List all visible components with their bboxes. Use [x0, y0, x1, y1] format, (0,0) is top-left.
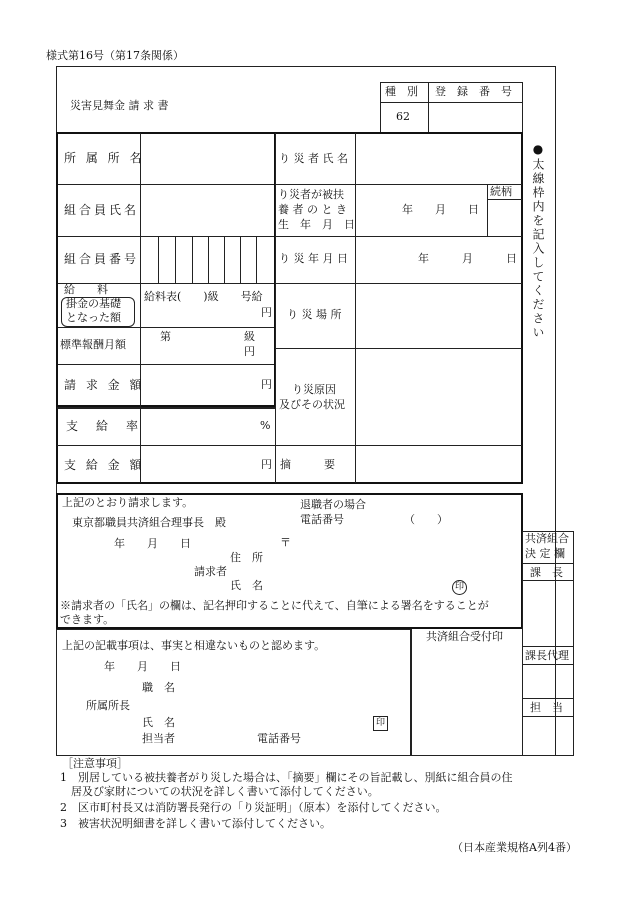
- confirm-statement: 上記の記載事項は、事実と相違ないものと認めます。: [62, 639, 326, 652]
- seal-mark: 印: [452, 580, 467, 595]
- claim-date: 年 月 日: [114, 537, 191, 550]
- cause-label-1: り災原因: [292, 383, 336, 396]
- note-item: 1 別居している被扶養者がり災した場合は、「摘要」欄にその旨記載し、別紙に組合員の住: [60, 771, 513, 784]
- decision-column: [522, 531, 574, 756]
- dob-value: 年 月 日: [402, 203, 479, 216]
- dependent-label-1: り災者が被扶: [278, 188, 344, 201]
- note-item: 3 被害状況明細書を詳しく書いて添付してください。: [60, 817, 331, 830]
- disaster-date-label: り 災 年 月 日: [279, 252, 348, 265]
- std-grade-kyu: 級: [244, 330, 255, 343]
- office-head-label: 所属所長: [86, 699, 130, 712]
- staff-label: 担 当: [530, 701, 563, 714]
- std-yen: 円: [244, 345, 255, 358]
- victim-name-label: り 災 者 氏 名: [279, 152, 348, 165]
- confirm-date: 年 月 日: [104, 660, 181, 673]
- postal-mark: 〒: [280, 536, 291, 549]
- signature-note: ※請求者の「氏名」の欄は、記名押印することに代えて、自筆による署名をすることが: [60, 599, 489, 612]
- person-in-charge-label: 担当者: [142, 732, 175, 745]
- deputy-label: 課長代理: [525, 649, 569, 662]
- claim-amount-label: 請 求 金 額: [64, 378, 145, 392]
- pay-rate-label: 支 給 率: [66, 419, 142, 433]
- salary-yen: 円: [261, 306, 272, 319]
- side-instruction: ●太線枠内を記入してください: [531, 142, 545, 340]
- name-label: 氏 名: [230, 579, 263, 592]
- head-name-label: 氏 名: [142, 716, 175, 729]
- pay-amount-label: 支 給 金 額: [64, 458, 145, 472]
- std-monthly-label: 標準報酬月額: [60, 338, 126, 351]
- pay-rate-unit: %: [260, 419, 271, 432]
- form-id: 様式第16号（第17条関係）: [46, 49, 184, 62]
- salary-basis-label-2: となった額: [66, 311, 121, 324]
- salary-table-value: 給料表( )級 号給: [144, 290, 263, 303]
- claimant-label: 請求者: [194, 565, 227, 578]
- disaster-date-value: 年 月 日: [418, 252, 517, 265]
- form-title: 災害見舞金 請 求 書: [70, 99, 169, 112]
- std-grade-dai: 第: [160, 330, 171, 343]
- type-label: 種 別: [385, 85, 418, 98]
- chief-label: 課 長: [530, 566, 563, 579]
- head-seal-mark: 印: [373, 716, 388, 731]
- dependent-label-3: 生 年 月 日: [278, 218, 355, 231]
- pay-amount-yen: 円: [261, 458, 272, 471]
- signature-note-2: できます。: [60, 613, 115, 626]
- paper-size-footer: （日本産業規格A列4番）: [452, 841, 577, 854]
- type-value: 62: [396, 110, 410, 123]
- affiliation-label: 所 属 所 名: [64, 151, 145, 165]
- claim-yen: 円: [261, 378, 272, 391]
- receipt-stamp-area: [411, 629, 522, 756]
- registration-number-field[interactable]: [429, 103, 521, 131]
- dependent-label-2: 養 者 の と き: [278, 203, 347, 216]
- member-name-label: 組合員氏名: [64, 203, 140, 217]
- member-number-label: 組合員番号: [64, 252, 140, 266]
- registration-label: 登 録 番 号: [435, 85, 512, 98]
- disaster-place-label: り 災 場 所: [287, 308, 342, 321]
- note-item: 居及び家財についての状況を詳しく書いて添付してください。: [60, 785, 379, 798]
- notes-heading: ［注意事項］: [62, 757, 128, 770]
- retired-label: 退職者の場合: [300, 498, 366, 511]
- salary-label: 給 料: [64, 283, 108, 296]
- decision-header-2: 決 定 欄: [525, 547, 565, 560]
- address-label: 住 所: [230, 551, 263, 564]
- relation-label: 続柄: [490, 185, 512, 198]
- phone-paren: （ ）: [404, 513, 448, 526]
- phone-label: 電話番号: [300, 513, 344, 526]
- job-title-label: 職 名: [142, 681, 175, 694]
- claim-statement: 上記のとおり請求します。: [62, 496, 194, 509]
- decision-header-1: 共済組合: [525, 532, 569, 545]
- receipt-label: 共済組合受付印: [426, 630, 503, 643]
- cause-label-2: 及びその状況: [279, 398, 345, 411]
- salary-basis-label: 掛金の基礎: [66, 297, 121, 310]
- note-item: 2 区市町村長又は消防署長発行の「り災証明」（原本）を添付してください。: [60, 801, 447, 814]
- person-phone-label: 電話番号: [257, 732, 301, 745]
- addressee: 東京都職員共済組合理事長 殿: [72, 516, 226, 529]
- summary-label: 摘 要: [280, 458, 335, 471]
